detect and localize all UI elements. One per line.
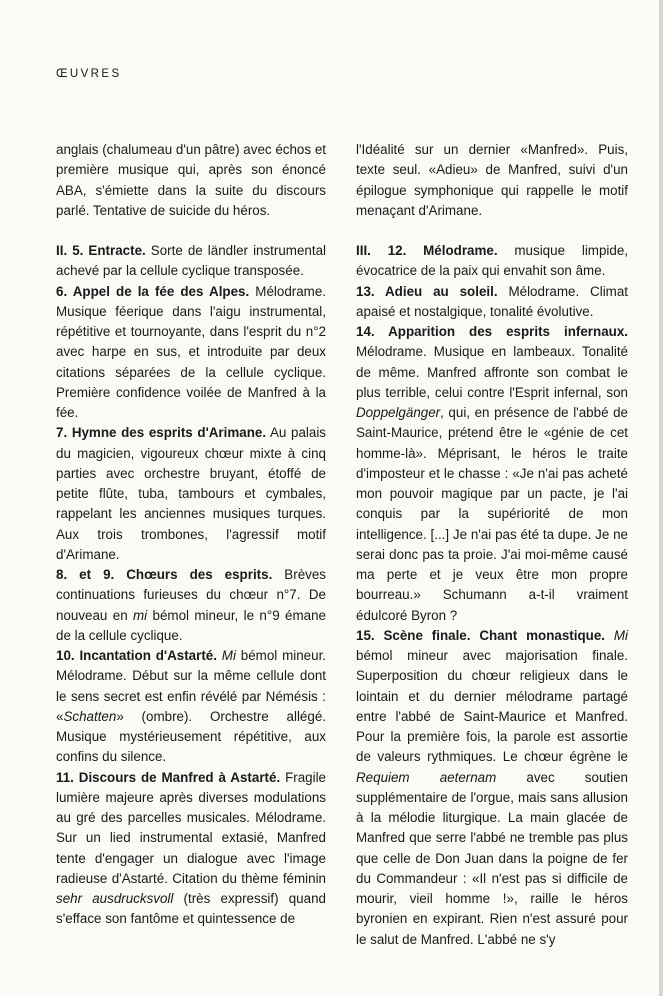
section-14 bbox=[356, 322, 628, 626]
italic-text: sehr ausdrucksvoll bbox=[56, 891, 174, 906]
section-13 bbox=[356, 282, 628, 323]
section-heading: 11. Discours de Manfred à Astarté. bbox=[56, 769, 281, 785]
italic-text: Mi bbox=[605, 627, 628, 643]
section-6 bbox=[56, 282, 326, 424]
section-text: Mélodrame. Musique féerique dans l'aigu instrumental, répétitive et tournoyante, dans l'esprit du n°2 avec harpe en sus, et introduite par deux citations séparées de la cellule cyclique. Première confidence voilée de Manfred à la fée. bbox=[56, 283, 326, 420]
section-text: (très expressif) quand s'efface son fantôme et quintessence de bbox=[56, 891, 326, 927]
left-column bbox=[56, 140, 326, 930]
section-12 bbox=[356, 241, 628, 282]
running-header: ŒUVRES bbox=[56, 68, 122, 80]
italic-text: Schatten bbox=[63, 708, 117, 724]
section-text: bémol mineur. Mélodrame. Début sur la même cellule dont le sens secret est enfin révélé par Némésis : « bbox=[56, 648, 327, 724]
section-15 bbox=[356, 626, 628, 950]
section-heading: 13. Adieu au soleil. bbox=[356, 283, 498, 299]
section-heading: 6. Appel de la fée des Alpes. bbox=[56, 283, 250, 299]
section-heading: 14. Apparition des esprits infernaux. bbox=[356, 324, 628, 339]
section-text: bémol mineur avec majorisation finale. Superposition du chœur religieux dans le lointain et du dernier mélodrame partagé entre l'abbé de Saint-Maurice et Manfred. Pour la première fois, la parole est assortie de valeurs rythmiques. Le chœur égrène le bbox=[356, 648, 628, 765]
right-column bbox=[356, 140, 628, 950]
section-text: , qui, en présence de l'abbé de Saint-Maurice, prétend être le «génie de cet homme-là». Méprisant, le héros le traite d'imposteur et le chasse : «Je n'ai pas acheté mon pouvoir magique par un pacte, je l'ai conquis par la supériorité de mon intelligence. [...] Je n'ai pas été ta dupe. Je ne serai donc pas ta proie. J'ai moi-même causé ma perte et je veux être mon propre bourreau.» Schumann a-t-il vraiment édulcoré Byron ? bbox=[356, 405, 628, 623]
section-heading: II. 5. Entracte. bbox=[56, 243, 146, 258]
section-heading: 15. Scène finale. Chant monastique. bbox=[356, 627, 605, 643]
paragraph: anglais (chalumeau d'un pâtre) avec échos et première musique qui, après son énoncé ABA, s'émiette dans la suite du discours parlé. Tentative de suicide du héros. bbox=[56, 142, 326, 218]
section-7 bbox=[56, 423, 326, 565]
italic-text: Doppelgänger bbox=[356, 405, 441, 420]
section-11 bbox=[56, 768, 326, 930]
section-text: Fragile lumière majeure après diverses modulations au gré des parcelles musicales. Mélodrame. Sur un lied instrumental extasié, Manfred tente d'engager un dialogue avec l'image radieuse d'Astarté. Citation du thème féminin bbox=[56, 769, 326, 886]
section-text: Brèves continuations furieuses du chœur n°7. De nouveau en bbox=[56, 567, 326, 623]
section-text: bémol mineur, le n°9 émane de la cellule cyclique. bbox=[56, 607, 326, 643]
section-text: avec soutien supplémentaire de l'orgue, mais sans allusion à la mélodie liturgique. La main glacée de Manfred que serre l'abbé ne tremble pas plus que celle de Don Juan dans la poigne de fer du Commandeur : «Il n'est pas si difficile de mourir, vieil homme !», raille le héros byronien en expirant. Rien n'est assuré pour le salut de Manfred. L'abbé ne s'y bbox=[356, 769, 628, 947]
section-10 bbox=[56, 646, 326, 768]
section-heading: 7. Hymne des esprits d'Arimane. bbox=[56, 425, 267, 441]
section-text: Au palais du magicien, vigoureux chœur mixte à cinq parties avec orchestre bruyant, étoffé de petite flûte, tuba, tambours et cymbales, rappelant les anciennes musiques turques. Aux trois trombones, l'agressif motif d'Arimane. bbox=[56, 425, 326, 562]
page-edge bbox=[659, 0, 663, 996]
section-text: Sorte de ländler instrumental achevé par la cellule cyclique transposée. bbox=[56, 243, 326, 279]
section-text: musique limpide, évocatrice de la paix qui envahit son âme. bbox=[356, 243, 628, 279]
italic-text: mi bbox=[133, 607, 148, 623]
section-text: Mélodrame. Musique en lambeaux. Tonalité de même. Manfred affronte son combat le plus terrible, celui contre l'Esprit infernal, son bbox=[356, 344, 628, 400]
italic-text: Requiem aeternam bbox=[356, 769, 497, 785]
section-heading: 8. et 9. Chœurs des esprits. bbox=[56, 567, 273, 582]
section-text: Mélodrame. Climat apaisé et nostalgique, tonalité évolutive. bbox=[356, 283, 628, 319]
paragraph: l'Idéalité sur un dernier «Manfred». Puis, texte seul. «Adieu» de Manfred, suivi d'un épilogue symphonique qui rappelle le motif menaçant d'Arimane. bbox=[356, 142, 628, 218]
section-text: » (ombre). Orchestre allégé. Musique mystérieusement répétitive, aux confins du silence. bbox=[56, 708, 326, 765]
section-heading: 10. Incantation d'Astarté. bbox=[56, 648, 217, 663]
italic-text: Mi bbox=[216, 648, 236, 663]
section-heading: III. 12. Mélodrame. bbox=[356, 243, 498, 258]
section-5 bbox=[56, 241, 326, 282]
section-8-9 bbox=[56, 565, 326, 646]
